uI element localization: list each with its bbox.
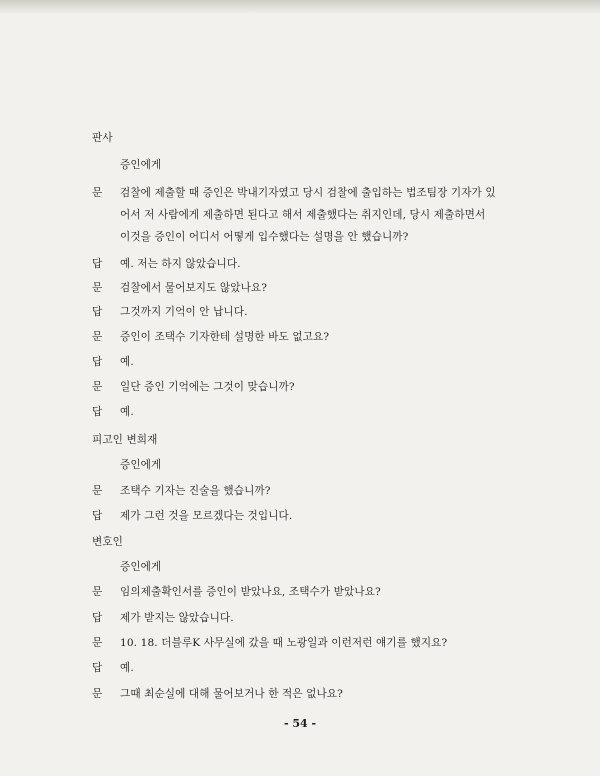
answer-text: 그것까지 기억이 안 납니다. (120, 306, 248, 318)
defendant-header: 피고인 변희재 (92, 434, 158, 446)
answer-mark: 답 (92, 406, 103, 418)
answer-text: 예. 저는 하지 않았습니다. (120, 258, 241, 270)
counsel-to-witness: 증인에게 (120, 561, 162, 573)
answer-text: 예. (120, 356, 134, 368)
judge-to-witness: 증인에게 (120, 159, 162, 171)
question-mark: 문 (92, 282, 103, 294)
question-mark: 문 (92, 688, 103, 700)
judge-header: 판사 (92, 132, 113, 144)
question-text: 이것을 증인이 어디서 어떻게 입수했다는 설명을 안 했습니까? (120, 231, 409, 243)
page-number: - 54 - (283, 717, 317, 730)
question-text: 검찰에서 물어보지도 않았나요? (120, 282, 268, 294)
answer-mark: 답 (92, 510, 103, 522)
question-text: 조택수 기자는 진술을 했습니까? (120, 485, 271, 497)
answer-mark: 답 (92, 612, 103, 624)
counsel-header: 변호인 (92, 536, 124, 548)
answer-mark: 답 (92, 356, 103, 368)
question-text: 10. 18. 더블루K 사무실에 갔을 때 노광일과 이런저런 얘기를 했지요? (120, 637, 448, 649)
scan-edge (0, 0, 600, 14)
question-mark: 문 (92, 485, 103, 497)
defendant-to-witness: 증인에게 (120, 459, 162, 471)
question-mark: 문 (92, 331, 103, 343)
question-mark: 문 (92, 187, 103, 199)
answer-text: 예. (120, 662, 134, 674)
question-text: 검찰에 제출할 때 증인은 박내기자였고 당시 검찰에 출입하는 법조팀장 기자가 있 (120, 187, 496, 199)
question-mark: 문 (92, 637, 103, 649)
question-mark: 문 (92, 381, 103, 393)
question-text: 증인이 조택수 기자한테 설명한 바도 없고요? (120, 331, 330, 343)
answer-text: 제가 그런 것을 모르겠다는 것입니다. (120, 510, 293, 522)
answer-mark: 답 (92, 306, 103, 318)
answer-text: 제가 받지는 않았습니다. (120, 612, 234, 624)
question-text: 그때 최순실에 대해 물어보거나 한 적은 없나요? (120, 688, 343, 700)
question-text: 임의제출확인서를 증인이 받았나요, 조택수가 받았나요? (120, 586, 381, 598)
question-mark: 문 (92, 586, 103, 598)
question-text: 일단 증인 기억에는 그것이 맞습니까? (120, 381, 295, 393)
question-text: 어서 저 사람에게 제출하면 된다고 해서 제출했다는 취지인데, 당시 제출하면서 (120, 209, 486, 221)
answer-mark: 답 (92, 662, 103, 674)
answer-text: 예. (120, 406, 134, 418)
answer-mark: 답 (92, 258, 103, 270)
